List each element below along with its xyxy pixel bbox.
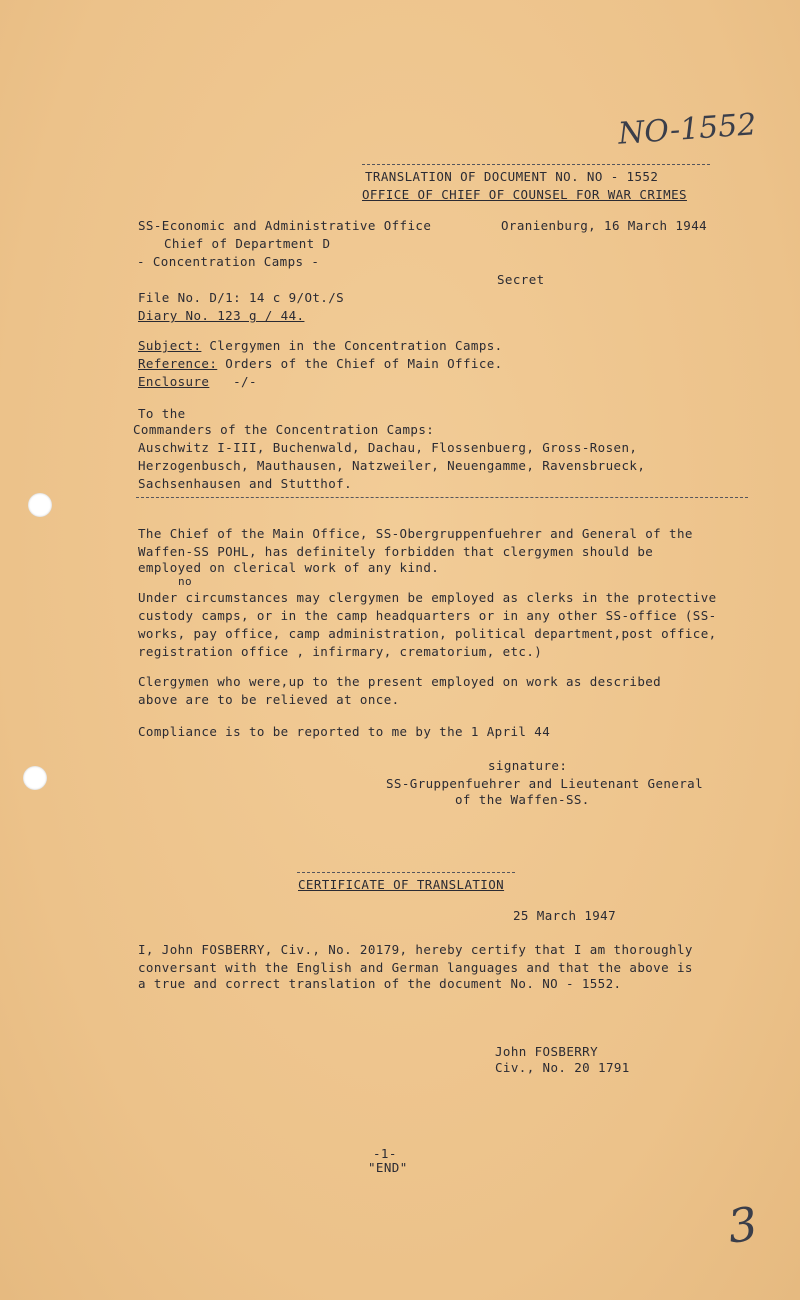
sender-line-1: SS-Economic and Administrative Office — [138, 218, 432, 233]
body-p2-line1: Under circumstances may clergymen be employed as clerks in the protective — [138, 590, 717, 605]
place-date: Oranienburg, 16 March 1944 — [501, 218, 708, 233]
body-p3-line2: above are to be relieved at once. — [138, 692, 400, 707]
enclosure-label: Enclosure — [138, 374, 210, 389]
header-office-line: OFFICE OF CHIEF OF COUNSEL FOR WAR CRIMES — [362, 187, 687, 202]
certificate-line-2: conversant with the English and German languages and that the above is — [138, 960, 693, 975]
address-line-5: Sachsenhausen and Stutthof. — [138, 476, 352, 491]
body-p1-line2: Waffen-SS POHL, has definitely forbidden that clergymen should be — [138, 544, 654, 559]
address-line-4: Herzogenbusch, Mauthausen, Natzweiler, Neuengamme, Ravensbrueck, — [138, 458, 646, 473]
certificate-signer-name: John FOSBERRY — [495, 1044, 599, 1059]
sender-line-3: - Concentration Camps - — [137, 254, 320, 269]
file-number: File No. D/1: 14 c 9/Ot./S — [138, 290, 345, 305]
sender-line-2: Chief of Department D — [164, 236, 331, 251]
page-number: -1- — [373, 1146, 397, 1161]
address-line-1: To the — [138, 406, 186, 421]
certificate-date: 25 March 1947 — [513, 908, 617, 923]
punch-hole-top — [28, 493, 52, 517]
address-line-3: Auschwitz I-III, Buchenwald, Dachau, Flossenbuerg, Gross-Rosen, — [138, 440, 638, 455]
signature-line-1: SS-Gruppenfuehrer and Lieutenant General — [386, 776, 704, 791]
header-translation-line: TRANSLATION OF DOCUMENT NO. NO - 1552 — [365, 169, 659, 184]
body-p1-line1: The Chief of the Main Office, SS-Obergruppenfuehrer and General of the — [138, 526, 693, 541]
address-divider — [136, 497, 748, 498]
body-p1-line3: employed on clerical work of any kind. — [138, 560, 440, 575]
body-p2-line3: works, pay office, camp administration, political department,post office, — [138, 626, 717, 641]
subject-row — [138, 338, 503, 353]
subject-label: Subject: — [138, 338, 202, 353]
body-p2-line2: custody camps, or in the camp headquarters or in any other SS-office (SS- — [138, 608, 717, 623]
body-insert: no — [178, 575, 193, 588]
end-marker: "END" — [368, 1160, 408, 1175]
certificate-rule-top — [297, 872, 515, 873]
certificate-line-1: I, John FOSBERRY, Civ., No. 20179, hereby certify that I am thoroughly — [138, 942, 693, 957]
signature-line-2: of the Waffen-SS. — [455, 792, 590, 807]
address-line-2: Commanders of the Concentration Camps: — [133, 422, 435, 437]
body-p4: Compliance is to be reported to me by the 1 April 44 — [138, 724, 551, 739]
certificate-line-3: a true and correct translation of the document No. NO - 1552. — [138, 976, 622, 991]
body-p2-line4: registration office , infirmary, crematorium, etc.) — [138, 644, 543, 659]
certificate-signer-number: Civ., No. 20 1791 — [495, 1060, 630, 1075]
diary-number: Diary No. 123 g / 44. — [138, 308, 305, 323]
header-rule-top — [362, 164, 710, 165]
handwritten-page-mark: 3 — [724, 1196, 761, 1254]
reference-text: Orders of the Chief of Main Office. — [225, 356, 503, 371]
handwritten-doc-ref: NO-1552 — [616, 107, 758, 152]
classification: Secret — [497, 272, 545, 287]
punch-hole-bottom — [23, 766, 47, 790]
body-p3-line1: Clergymen who were,up to the present employed on work as described — [138, 674, 662, 689]
signature-label: signature: — [488, 758, 568, 773]
certificate-title: CERTIFICATE OF TRANSLATION — [298, 877, 505, 892]
reference-label: Reference: — [138, 356, 218, 371]
enclosure-text: -/- — [233, 374, 257, 389]
enclosure-row — [138, 374, 257, 389]
subject-text: Clergymen in the Concentration Camps. — [209, 338, 503, 353]
reference-row — [138, 356, 503, 371]
